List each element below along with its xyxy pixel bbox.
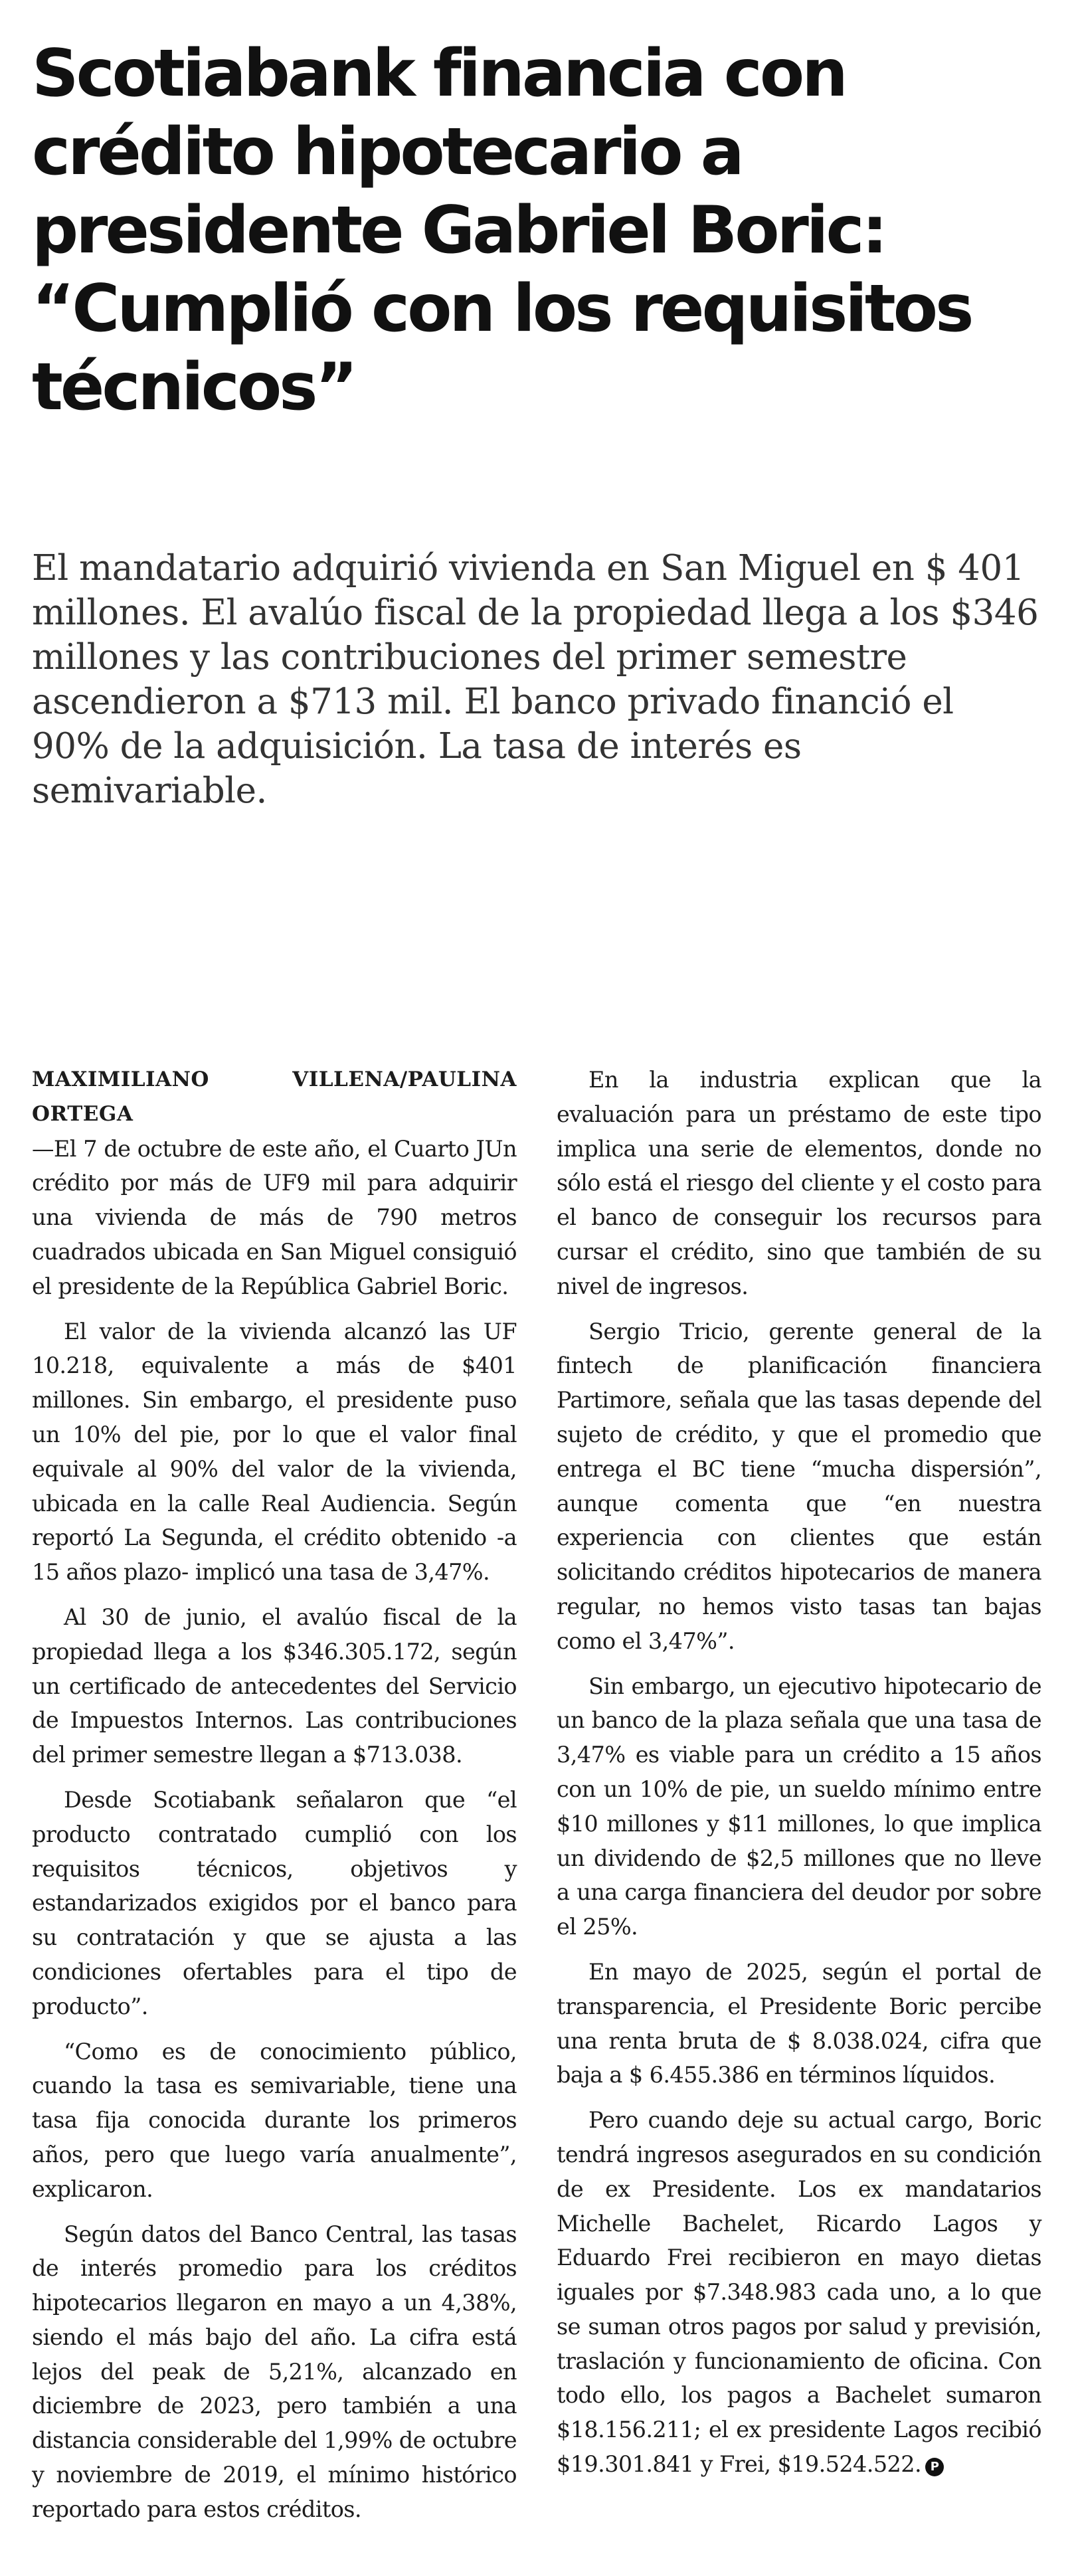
body-paragraph: En la industria explican que la evaluación para un préstamo de este tipo implica una serie de elementos, donde no sólo está el riesgo del cliente y el costo para el banco de conseguir los recursos para cursar el crédito, sino que también de su nivel de ingresos. [557, 1067, 1041, 1299]
body-paragraph: Sergio Tricio, gerente general de la fintech de planificación financiera Partimore, señala que las tasas depende del sujeto de crédito, y que el promedio que entrega el BC tiene “mucha dispersión”, aunque comenta que “en nuestra experiencia con clientes que están solicitando créditos hipotecarios de manera regular, no hemos visto tasas tan bajas como el 3,47%”. [557, 1318, 1041, 1654]
body-paragraph-last [557, 2103, 1041, 2482]
body-paragraph: —El 7 de octubre de este año, el Cuarto JUn crédito por más de UF9 mil para adquirir una vivienda de más de 790 metros cuadrados ubicada en San Miguel consiguió el presidente de la República Gabriel Boric. [32, 1135, 517, 1299]
headline: Scotiabank financia con crédito hipotecario a presidente Gabriel Boric: “Cumplió con los requisitos técnicos” [32, 36, 972, 425]
body-paragraph: Desde Scotiabank señalaron que “el producto contratado cumplió con los requisitos técnicos, objetivos y estandarizados exigidos por el banco para su contratación y que se ajusta a las condiciones ofertables para el tipo de producto”. [32, 1786, 517, 2019]
byline: MAXIMILIANO VILLENA/PAULINA ORTEGA [32, 1067, 517, 1126]
article-column-right [557, 1063, 1041, 2492]
body-paragraph: El valor de la vivienda alcanzó las UF 10.218, equivalente a más de $401 millones. Sin embargo, el presidente puso un 10% del pie, por lo que el valor final equivale al 90% del valor de la vivienda, ubicada en la calle Real Audiencia. Según reportó La Segunda, el crédito obtenido -a 15 años plazo- implicó una tasa de 3,47%. [32, 1318, 517, 1586]
body-paragraph: Según datos del Banco Central, las tasas de interés promedio para los créditos hipotecarios llegaron en mayo a un 4,38%, siendo el más bajo del año. La cifra está lejos del peak de 5,21%, alcanzado en diciembre de 2023, pero también a una distancia considerable del 1,99% de octubre y noviembre de 2019, el mínimo histórico reportado para estos créditos. [32, 2221, 517, 2522]
body-paragraph-text: Pero cuando deje su actual cargo, Boric tendrá ingresos asegurados en su condición de ex Presidente. Los ex mandatarios Michelle Bachelet, Ricardo Lagos y Eduardo Frei recibieron en mayo dietas iguales por $7.348.983 cada uno, a lo que se suman otros pagos por salud y previsión, traslación y funcionamiento de oficina. Con todo ello, los pagos a Bachelet sumaron $18.156.211; el ex presidente Lagos recibió $19.301.841 y Frei, $19.524.522. [557, 2107, 1041, 2478]
article-column-left [32, 1063, 517, 2537]
body-paragraph: En mayo de 2025, según el portal de transparencia, el Presidente Boric percibe una renta bruta de $ 8.038.024, cifra que baja a $ 6.455.386 en términos líquidos. [557, 1958, 1041, 2088]
body-paragraph: Al 30 de junio, el avalúo fiscal de la propiedad llega a los $346.305.172, según un certificado de antecedentes del Servicio de Impuestos Internos. Las contribuciones del primer semestre llegan a $713.038. [32, 1604, 517, 1768]
body-paragraph: “Como es de conocimiento público, cuando la tasa es semivariable, tiene una tasa fija conocida durante los primeros años, pero que luego varía anualmente”, explicaron. [32, 2038, 517, 2202]
deck-subtitle: El mandatario adquirió vivienda en San Miguel en $ 401 millones. El avalúo fiscal de la propiedad llega a los $346 millones y las contribuciones del primer semestre ascendieron a $713 mil. El banco privado financió el 90% de la adquisición. La tasa de interés es semivariable. [32, 548, 1039, 811]
body-paragraph: Sin embargo, un ejecutivo hipotecario de un banco de la plaza señala que una tasa de 3,47% es viable para un crédito a 15 años con un 10% de pie, un sueldo mínimo entre $10 millones y $11 millones, lo que implica un dividendo de $2,5 millones que no lleve a una carga financiera del deudor por sobre el 25%. [557, 1673, 1041, 1940]
end-mark-icon: P [925, 2458, 944, 2476]
